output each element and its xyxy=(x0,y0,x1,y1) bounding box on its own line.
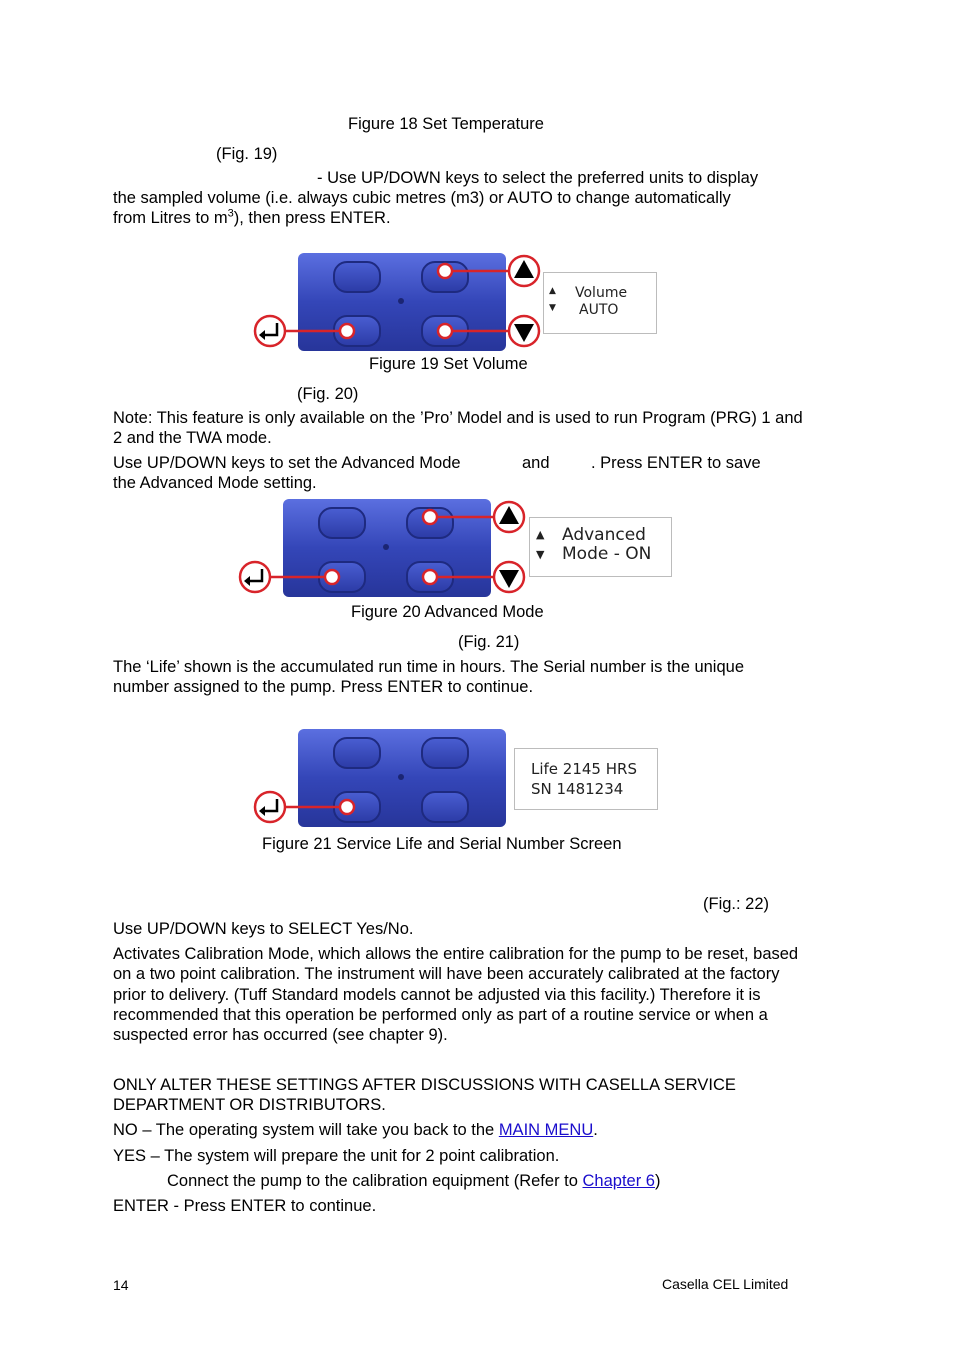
fig22-activates-text: Activates Calibration Mode, which allows the entire calibration for the pump to be reset, based on a two point calibration. The instrument will have been accurately calibrated at the factory prior to delivery. (Tuff Standard models cannot be adjusted via this facility.) Therefore it is recommended that this operation be performed only as part of a routine service or when a suspected error has occurred (see chapter 9). xyxy=(113,945,799,1045)
fig20-lcd-line1: Advanced xyxy=(562,525,646,545)
fig21-lcd-display xyxy=(514,748,658,810)
fig20-instruction-a: Use UP/DOWN keys to set the Advanced Mode xyxy=(113,454,461,472)
fig19-lcd-display xyxy=(543,272,657,334)
fig20-keypad-image xyxy=(235,496,535,600)
fig22-connect-line: Connect the pump to the calibration equipment (Refer to Chapter 6) xyxy=(167,1172,661,1190)
fig21-ref: (Fig. 21) xyxy=(458,633,520,651)
fig21-keypad-image xyxy=(250,726,550,830)
fig20-instruction-line2: the Advanced Mode setting. xyxy=(113,474,317,492)
fig19-ref: (Fig. 19) xyxy=(216,145,278,163)
main-menu-link[interactable]: MAIN MENU xyxy=(498,1121,594,1139)
fig20-lcd-display xyxy=(529,517,672,577)
fig22-no-line: NO – The operating system will take you back to the MAIN MENU. xyxy=(113,1121,598,1139)
down-arrow-icon: ▼ xyxy=(549,303,556,313)
fig21-text: The ‘Life’ shown is the accumulated run time in hours. The Serial number is the unique number assigned to the pump. Press ENTER to continue. xyxy=(113,658,745,697)
fig18-caption: Figure 18 Set Temperature xyxy=(348,115,544,133)
down-arrow-icon: ▼ xyxy=(536,548,545,561)
fig19-line2: the sampled volume (i.e. always cubic metres (m3) or AUTO to change automatically xyxy=(113,189,731,207)
fig20-instruction-and: and xyxy=(522,454,550,472)
fig21-lcd-line1: Life 2145 HRS xyxy=(531,760,637,778)
fig19-intro: - Use UP/DOWN keys to select the preferred units to display xyxy=(317,169,759,187)
footer-company: Casella CEL Limited xyxy=(662,1276,789,1292)
page-number: 14 xyxy=(113,1277,129,1293)
fig21-caption: Figure 21 Service Life and Serial Number Screen xyxy=(262,835,622,853)
fig19-line3: from Litres to $m^3$), then press ENTER. xyxy=(113,207,391,227)
fig22-warning-text: ONLY ALTER THESE SETTINGS AFTER DISCUSSIONS WITH CASELLA SERVICE DEPARTMENT OR DISTRIBUTORS. xyxy=(113,1076,736,1115)
fig22-select-text: Use UP/DOWN keys to SELECT Yes/No. xyxy=(113,920,414,938)
up-arrow-icon: ▲ xyxy=(536,528,545,541)
fig22-enter-line: ENTER - Press ENTER to continue. xyxy=(113,1197,377,1215)
fig20-ref: (Fig. 20) xyxy=(297,385,359,403)
fig22-yes-line: YES – The system will prepare the unit for 2 point calibration. xyxy=(113,1147,560,1165)
fig20-instruction-b: . Press ENTER to save xyxy=(591,454,761,472)
fig22-ref: (Fig.: 22) xyxy=(703,895,770,913)
chapter-6-link[interactable]: Chapter 6 xyxy=(582,1172,655,1190)
fig19-lcd-line2: AUTO xyxy=(579,302,619,318)
fig20-lcd-line2: Mode - ON xyxy=(562,544,652,564)
fig19-caption: Figure 19 Set Volume xyxy=(369,355,528,373)
fig21-lcd-line2: SN 1481234 xyxy=(531,780,624,798)
fig19-lcd-line1: Volume xyxy=(575,285,628,301)
fig19-keypad-image xyxy=(250,250,550,354)
fig20-caption: Figure 20 Advanced Mode xyxy=(351,603,544,621)
fig20-note: Note: This feature is only available on the ’Pro’ Model and is used to run Program (PRG) 1 and 2 and the TWA mode. xyxy=(113,409,803,448)
up-arrow-icon: ▲ xyxy=(549,286,556,296)
